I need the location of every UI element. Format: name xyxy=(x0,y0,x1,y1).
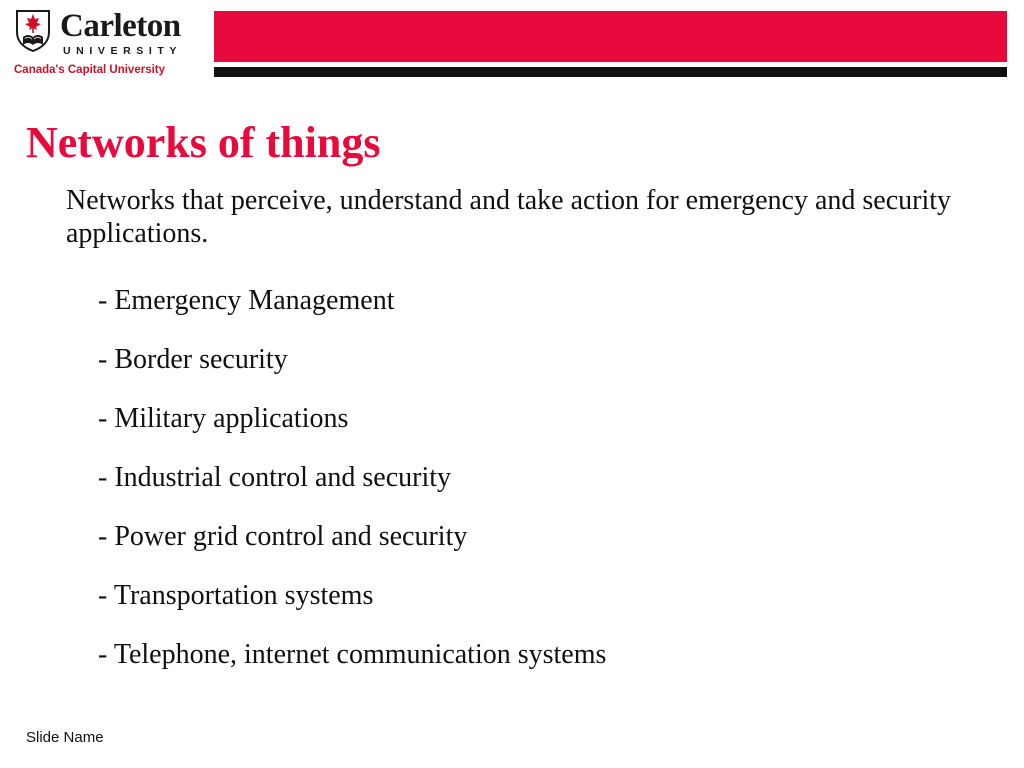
carleton-logo xyxy=(14,8,204,80)
header-black-bar xyxy=(214,67,1007,77)
header-red-bar xyxy=(214,11,1007,62)
slide-name-footer: Slide Name xyxy=(26,729,104,746)
bullet-list xyxy=(98,281,606,694)
slide-title: Networks of things xyxy=(26,118,381,167)
list-item: - Industrial control and security xyxy=(98,462,452,493)
list-item: - Transportation systems xyxy=(98,580,374,611)
logo-tagline: Canada's Capital University xyxy=(14,64,166,76)
list-item: - Border security xyxy=(98,344,288,375)
list-item: - Emergency Management xyxy=(98,285,395,316)
shield-crest-icon xyxy=(16,10,50,52)
logo-wordmark: Carleton xyxy=(60,8,181,44)
slide-intro: Networks that perceive, understand and take action for emergency and security applications. xyxy=(66,185,952,249)
list-item: - Power grid control and security xyxy=(98,521,468,552)
list-item: - Military applications xyxy=(98,403,349,434)
list-item: - Telephone, internet communication systems xyxy=(98,639,607,670)
logo-subtitle: UNIVERSITY xyxy=(63,45,183,57)
